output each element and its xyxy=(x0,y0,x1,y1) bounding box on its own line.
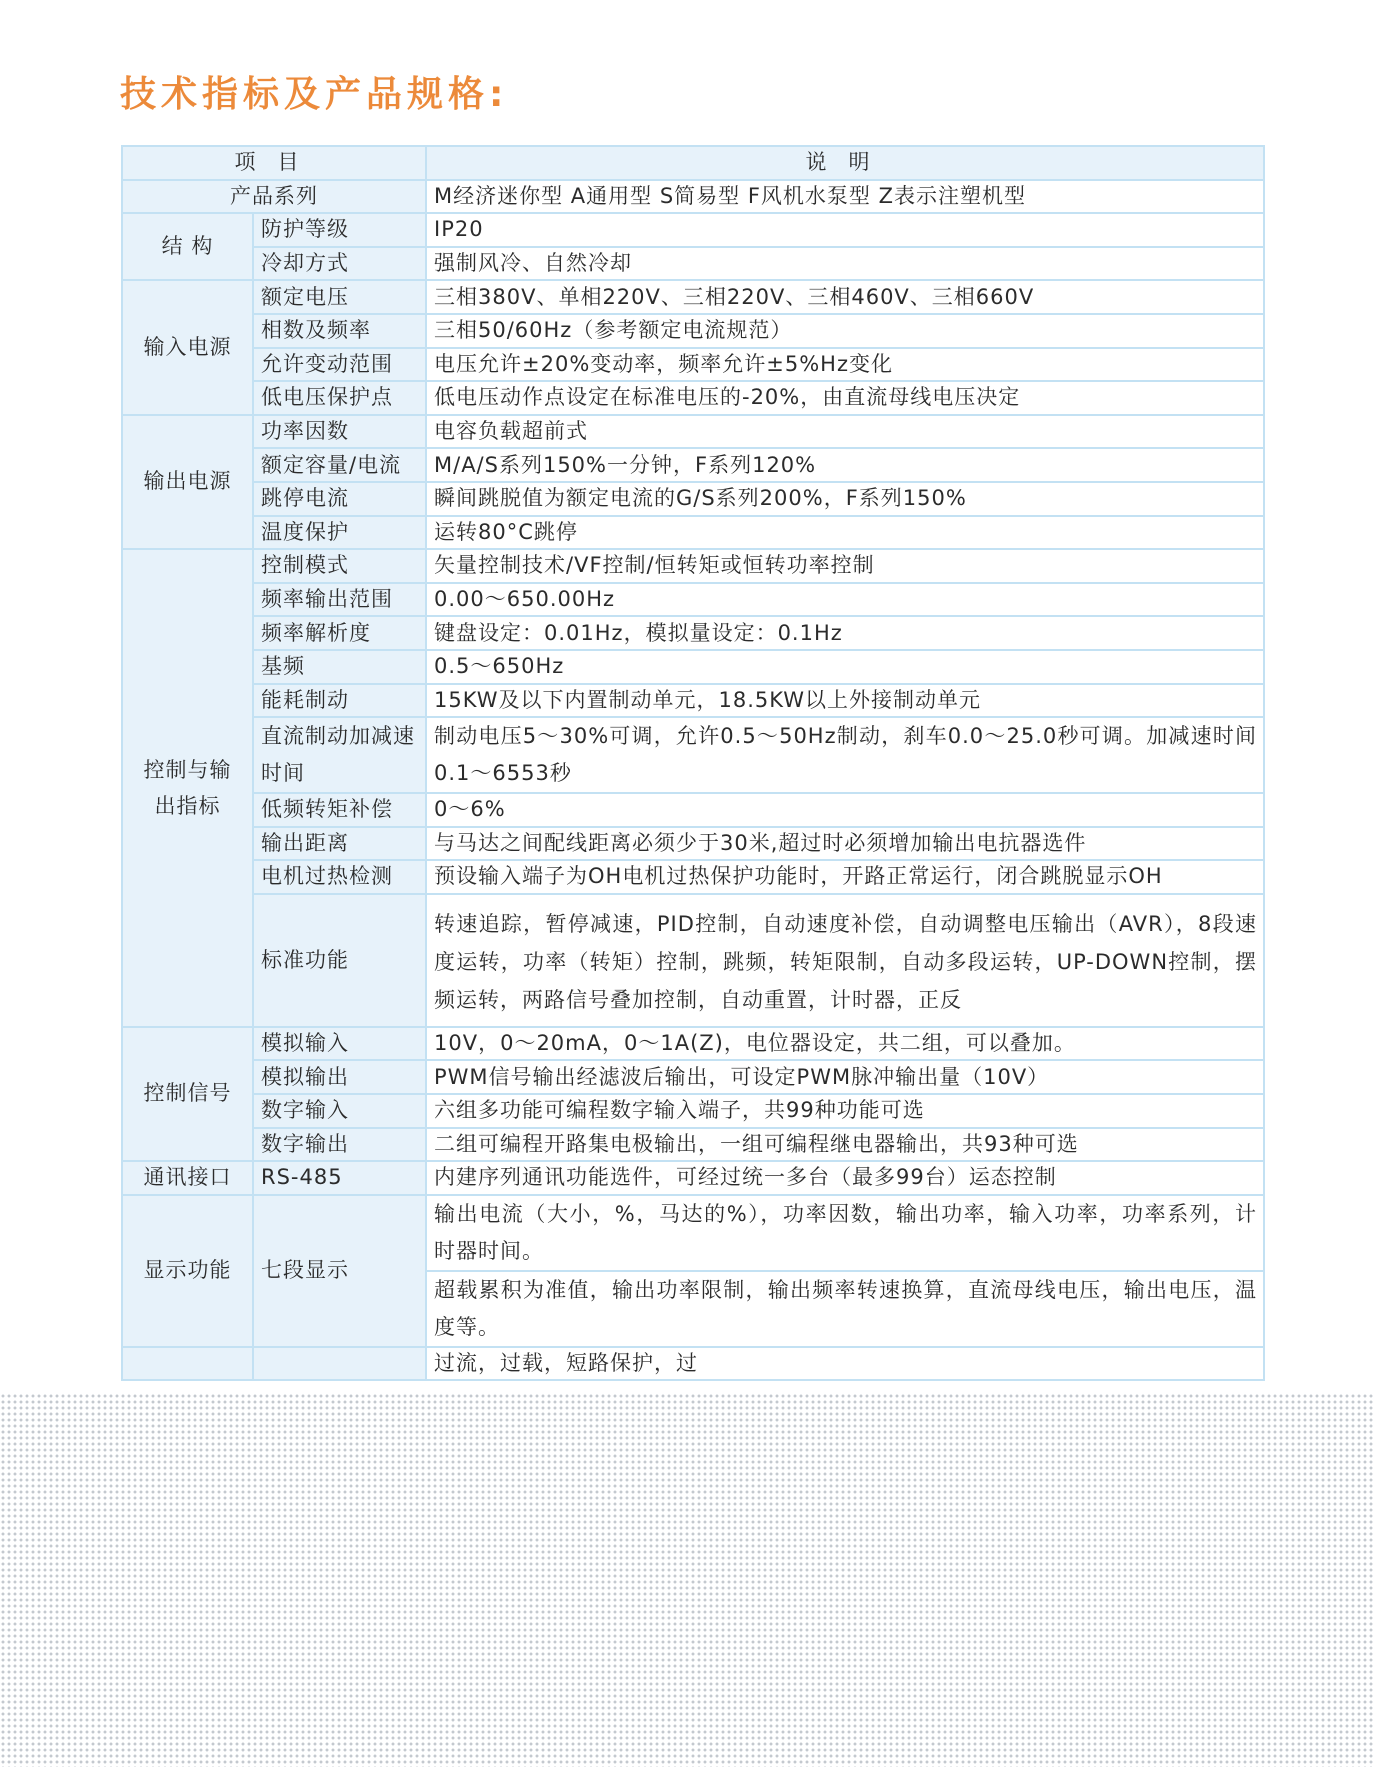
table-row xyxy=(122,180,1264,214)
table-row xyxy=(122,415,1264,449)
category-output-power: 输出电源 xyxy=(122,415,253,549)
row-desc: 0～6% xyxy=(426,793,1264,827)
row-desc: 三相50/60Hz（参考额定电流规范） xyxy=(426,314,1264,348)
row-desc: PWM信号输出经滤波后输出，可设定PWM脉冲输出量（10V） xyxy=(426,1060,1264,1094)
table-row xyxy=(122,549,1264,583)
row-desc: M/A/S系列150%一分钟，F系列120% xyxy=(426,448,1264,482)
table-row xyxy=(122,516,1264,550)
row-label xyxy=(122,1347,253,1381)
table-row xyxy=(122,482,1264,516)
table-row xyxy=(122,1060,1264,1094)
row-desc: 三相380V、单相220V、三相220V、三相460V、三相660V xyxy=(426,280,1264,314)
table-row xyxy=(122,793,1264,827)
row-label: 相数及频率 xyxy=(253,314,426,348)
table-row xyxy=(122,213,1264,247)
row-desc: 运转80°C跳停 xyxy=(426,516,1264,550)
row-label: 允许变动范围 xyxy=(253,348,426,382)
row-desc: 与马达之间配线距离必须少于30米,超过时必须增加输出电抗器选件 xyxy=(426,827,1264,861)
category-structure: 结 构 xyxy=(122,213,253,280)
table-row xyxy=(122,583,1264,617)
row-label: 数字输出 xyxy=(253,1128,426,1162)
row-label: 产品系列 xyxy=(122,180,426,214)
row-label xyxy=(253,1347,426,1381)
row-desc: 过流，过载，短路保护，过 xyxy=(426,1347,1264,1381)
row-label: 冷却方式 xyxy=(253,247,426,281)
row-label: 额定容量/电流 xyxy=(253,448,426,482)
row-desc: 低电压动作点设定在标准电压的-20%，由直流母线电压决定 xyxy=(426,381,1264,415)
row-label: 模拟输入 xyxy=(253,1027,426,1061)
row-desc: 强制风冷、自然冷却 xyxy=(426,247,1264,281)
row-desc: 矢量控制技术/VF控制/恒转矩或恒转功率控制 xyxy=(426,549,1264,583)
table-row xyxy=(122,650,1264,684)
table-row xyxy=(122,381,1264,415)
row-desc: 15KW及以下内置制动单元，18.5KW以上外接制动单元 xyxy=(426,684,1264,718)
table-row xyxy=(122,1161,1264,1195)
table-row xyxy=(122,1128,1264,1162)
row-label: 控制模式 xyxy=(253,549,426,583)
row-label: 频率解析度 xyxy=(253,616,426,650)
row-label: 低电压保护点 xyxy=(253,381,426,415)
table-row xyxy=(122,860,1264,894)
dot-pattern-overlay xyxy=(0,1393,1375,1767)
row-desc: 二组可编程开路集电极输出，一组可编程继电器输出，共93种可选 xyxy=(426,1128,1264,1162)
category-control-output: 控制与输出指标 xyxy=(122,549,253,1027)
row-label: 低频转矩补偿 xyxy=(253,793,426,827)
row-label: 防护等级 xyxy=(253,213,426,247)
table-row xyxy=(122,1027,1264,1061)
table-row xyxy=(122,1094,1264,1128)
table-header-row xyxy=(122,146,1264,180)
page-title: 技术指标及产品规格: xyxy=(120,74,509,115)
row-desc: IP20 xyxy=(426,213,1264,247)
spec-table xyxy=(121,145,1265,1381)
category-control-signal: 控制信号 xyxy=(122,1027,253,1161)
row-label: 能耗制动 xyxy=(253,684,426,718)
category-comm: 通讯接口 xyxy=(122,1161,253,1195)
row-label: 输出距离 xyxy=(253,827,426,861)
table-row xyxy=(122,827,1264,861)
row-desc: 0.00～650.00Hz xyxy=(426,583,1264,617)
row-label: 频率输出范围 xyxy=(253,583,426,617)
row-desc: 内建序列通讯功能选件，可经过统一多台（最多99台）运态控制 xyxy=(426,1161,1264,1195)
row-label: 跳停电流 xyxy=(253,482,426,516)
table-row xyxy=(122,616,1264,650)
row-label: 温度保护 xyxy=(253,516,426,550)
row-desc: 超载累积为准值，输出功率限制，输出频率转速换算，直流母线电压，输出电压，温度等。 xyxy=(426,1271,1264,1347)
row-label: 功率因数 xyxy=(253,415,426,449)
row-label: 额定电压 xyxy=(253,280,426,314)
table-row xyxy=(122,314,1264,348)
category-display: 显示功能 xyxy=(122,1195,253,1347)
row-desc: 电压允许±20%变动率，频率允许±5%Hz变化 xyxy=(426,348,1264,382)
row-label: 七段显示 xyxy=(253,1195,426,1347)
row-desc: 输出电流（大小，%，马达的%），功率因数，输出功率，输入功率，功率系列，计时器时间。 xyxy=(426,1195,1264,1271)
row-desc: 电容负载超前式 xyxy=(426,415,1264,449)
table-row xyxy=(122,684,1264,718)
row-desc: 10V，0～20mA，0～1A(Z)，电位器设定，共二组，可以叠加。 xyxy=(426,1027,1264,1061)
table-row xyxy=(122,348,1264,382)
category-input-power: 输入电源 xyxy=(122,280,253,414)
row-label: 标准功能 xyxy=(253,894,426,1027)
row-desc: 瞬间跳脱值为额定电流的G/S系列200%，F系列150% xyxy=(426,482,1264,516)
table-row xyxy=(122,1347,1264,1381)
row-desc: 制动电压5～30%可调，允许0.5～50Hz制动，刹车0.0～25.0秒可调。加减速时间0.1～6553秒 xyxy=(426,717,1264,793)
table-row xyxy=(122,448,1264,482)
row-desc: 0.5～650Hz xyxy=(426,650,1264,684)
header-item: 项目 xyxy=(122,146,426,180)
row-label: 电机过热检测 xyxy=(253,860,426,894)
table-row xyxy=(122,894,1264,1027)
row-label: 模拟输出 xyxy=(253,1060,426,1094)
row-desc: M经济迷你型 A通用型 S简易型 F风机水泵型 Z表示注塑机型 xyxy=(426,180,1264,214)
table-row xyxy=(122,247,1264,281)
header-desc: 说明 xyxy=(426,146,1264,180)
row-label: 基频 xyxy=(253,650,426,684)
table-row xyxy=(122,1195,1264,1271)
row-desc: 转速追踪，暂停减速，PID控制，自动速度补偿，自动调整电压输出（AVR），8段速度运转，功率（转矩）控制，跳频，转矩限制，自动多段运转，UP-DOWN控制，摆频运转，两路信号叠加控制，自动重置，计时器，正反 xyxy=(426,894,1264,1027)
row-label: 直流制动加减速时间 xyxy=(253,717,426,793)
table-row xyxy=(122,280,1264,314)
row-label: 数字输入 xyxy=(253,1094,426,1128)
row-desc: 预设输入端子为OH电机过热保护功能时，开路正常运行，闭合跳脱显示OH xyxy=(426,860,1264,894)
row-desc: 键盘设定：0.01Hz，模拟量设定：0.1Hz xyxy=(426,616,1264,650)
table-row xyxy=(122,717,1264,793)
row-label: RS-485 xyxy=(253,1161,426,1195)
row-desc: 六组多功能可编程数字输入端子，共99种功能可选 xyxy=(426,1094,1264,1128)
